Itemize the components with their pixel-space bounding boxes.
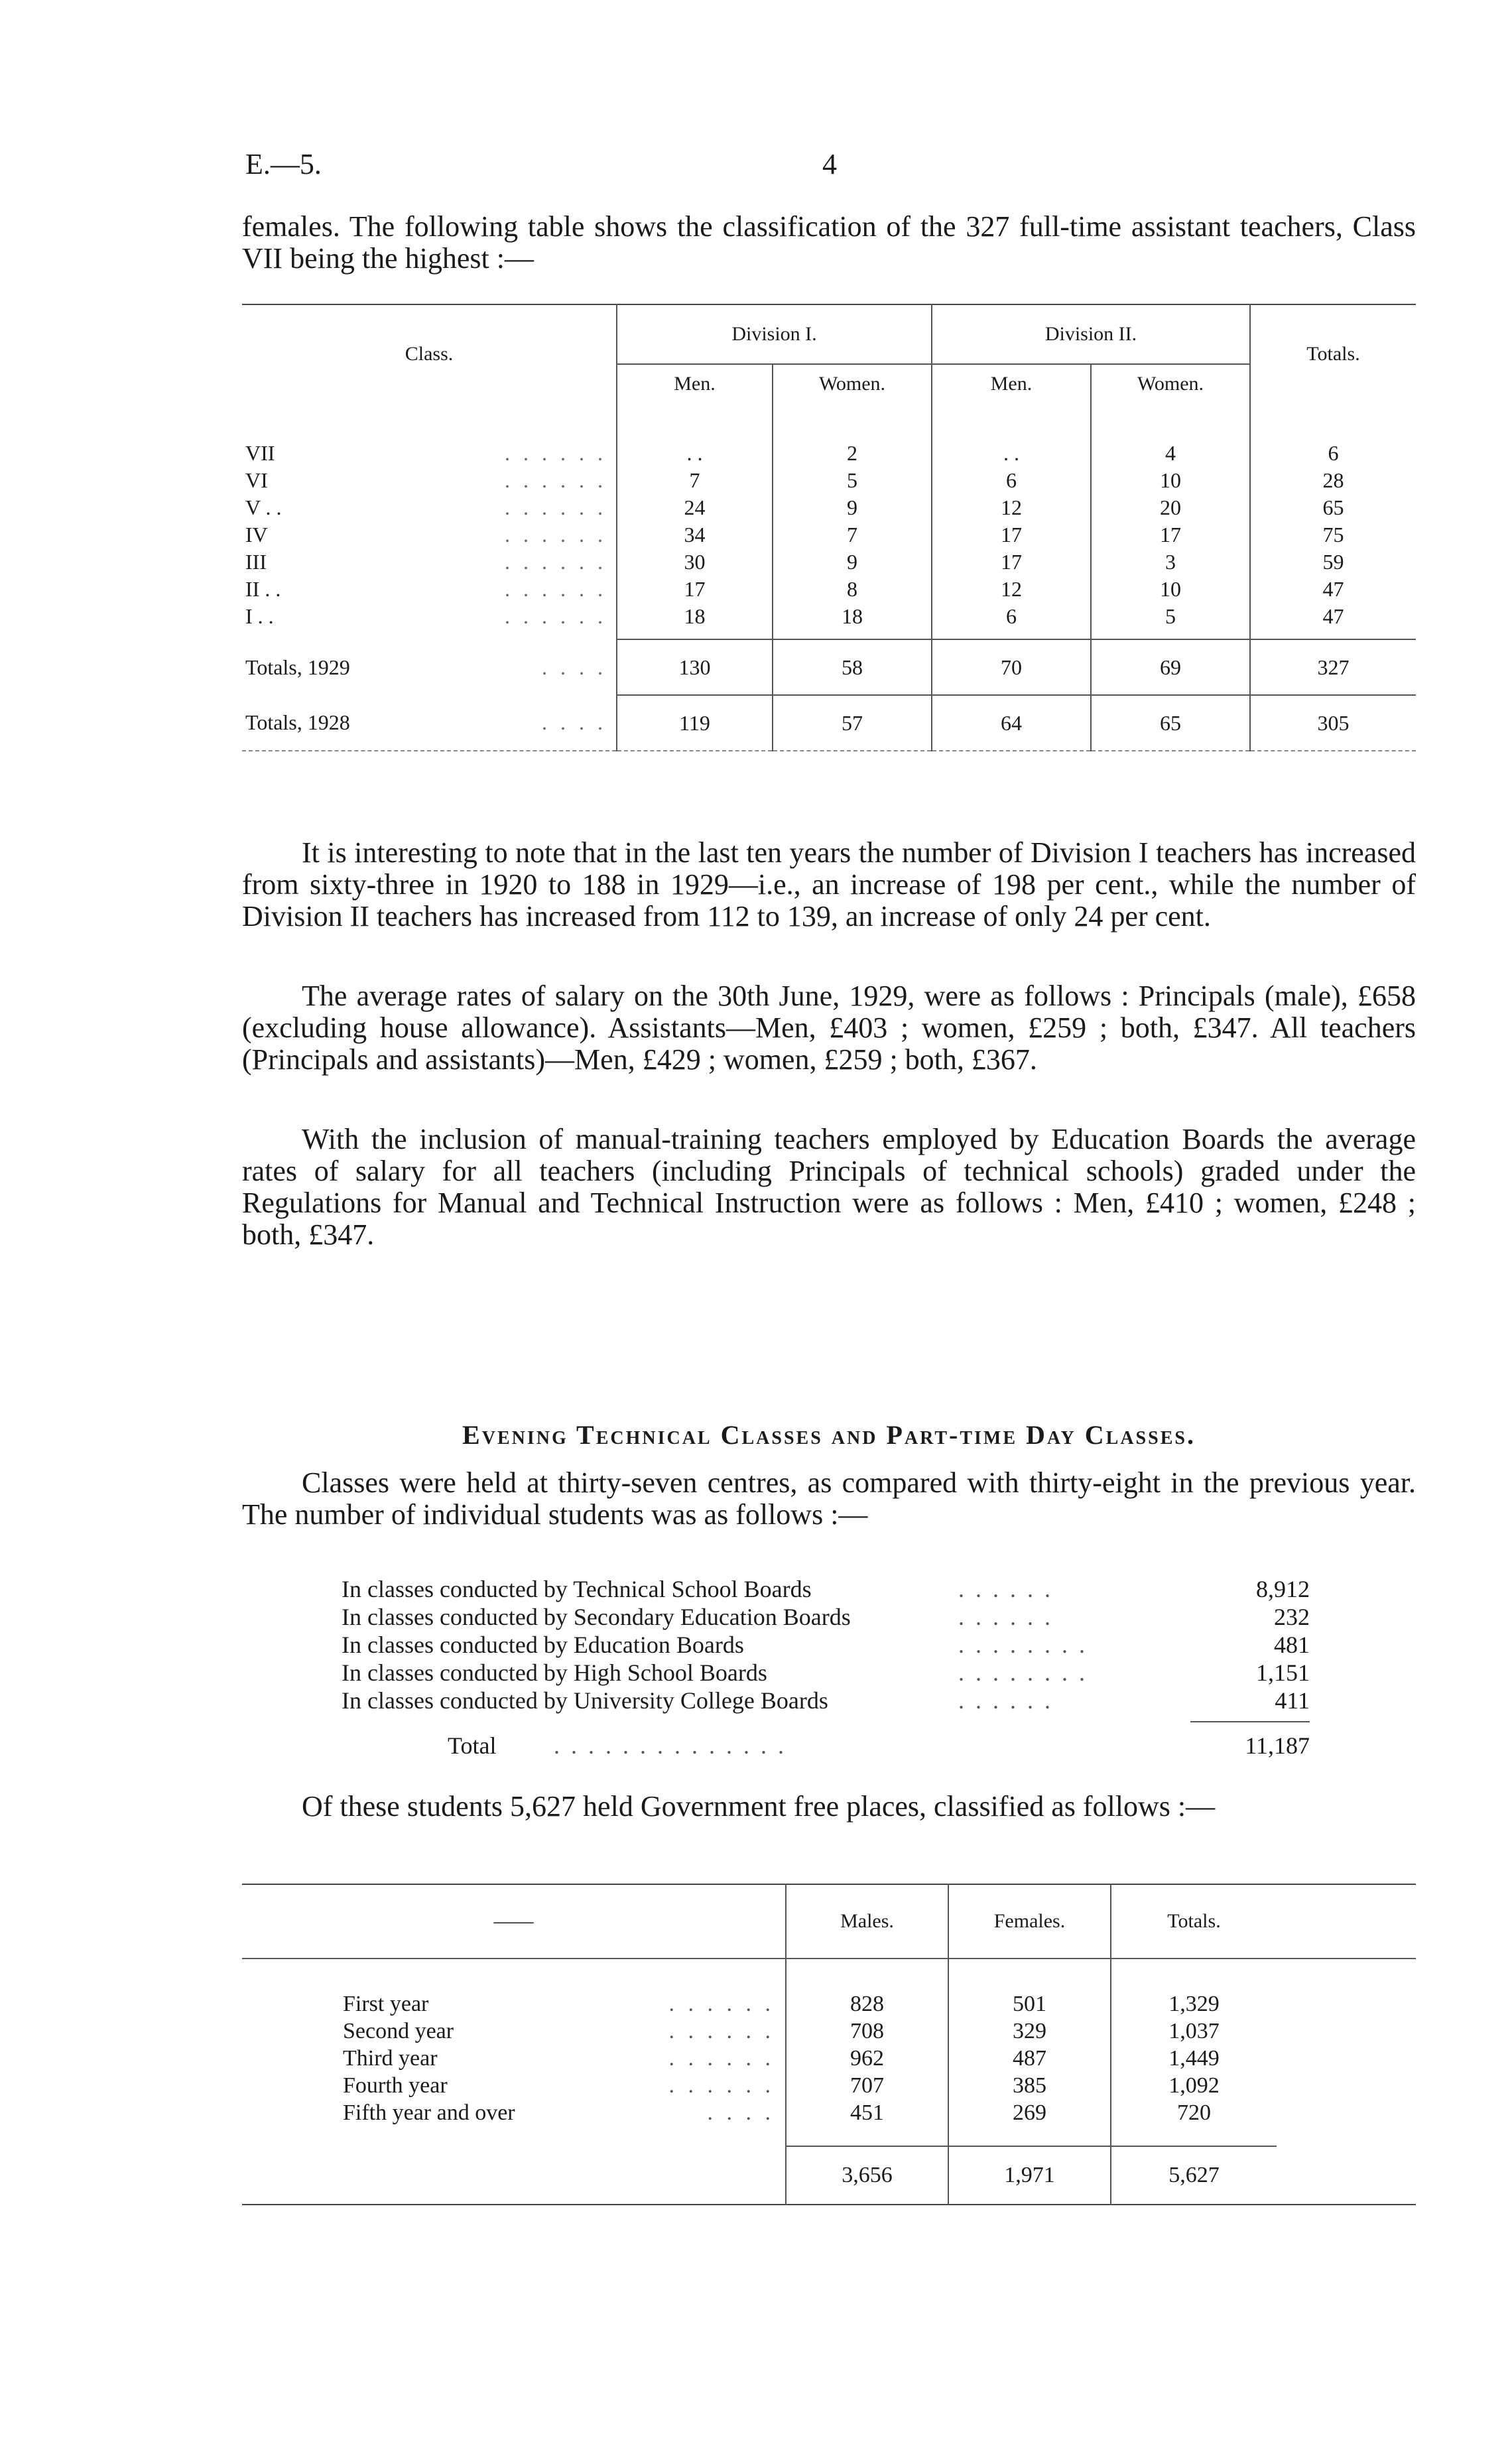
- free-cell-total: 1,092: [1111, 2072, 1277, 2099]
- class-cell-d2-men: 17: [932, 548, 1091, 576]
- paragraph-manual-training: [242, 1124, 1416, 1251]
- class-cell-total: 65: [1250, 494, 1416, 521]
- free-label-cell: [242, 2072, 786, 2099]
- students-row: [342, 1603, 1310, 1631]
- paragraph-manual-training-text: With the inclusion of manual-training teachers employed by Education Boards the average rates of salary for all teachers (including Principals of technical schools) graded under the Regulations for Manual and Technical Instruction were as follows : Men, £410 ; women, £248 ; both, £347.: [242, 1123, 1416, 1251]
- leader-dots: . . . .: [707, 2100, 775, 2125]
- students-row-label: In classes conducted by Technical School Boards: [342, 1576, 812, 1602]
- class-label-cell: [242, 548, 617, 576]
- students-list: [342, 1575, 1310, 1760]
- leader-dots: . . . . . .: [505, 441, 607, 465]
- class-row: [242, 494, 1416, 521]
- paragraph-free-places-text: Of these students 5,627 held Government free places, classified as follows :—: [302, 1790, 1216, 1823]
- leader-dots: . . . . . .: [505, 577, 607, 601]
- col-division2-header: Division II.: [932, 304, 1250, 364]
- class-row: [242, 440, 1416, 467]
- leader-dots: . . . . . .: [668, 2045, 775, 2071]
- class-cell-d2-women: 20: [1091, 494, 1250, 521]
- class-cell-d1-men: 7: [617, 467, 773, 494]
- leader-dots: . . . . . .: [505, 495, 607, 519]
- leader-dots: . . . . . .: [505, 468, 607, 492]
- students-total-label: Total: [448, 1732, 497, 1759]
- free-cell-females: 487: [948, 2045, 1111, 2072]
- free-row: [242, 2072, 1416, 2099]
- totals-cell-d1-men: 119: [617, 695, 773, 751]
- free-places-table: [242, 1884, 1416, 2205]
- free-cell-males: 708: [786, 2018, 948, 2045]
- class-cell-d1-women: 2: [773, 440, 932, 467]
- free-cell-total: 1,329: [1111, 1990, 1277, 2018]
- totals-cell-total: 327: [1250, 639, 1416, 695]
- col-division1-header: Division I.: [617, 304, 932, 364]
- col-blank-header: ——: [242, 1884, 786, 1959]
- students-row: [342, 1575, 1310, 1603]
- class-label-cell: [242, 603, 617, 630]
- leader-dots: . . . . . . . .: [958, 1632, 1088, 1658]
- col-females-header: Females.: [948, 1884, 1111, 1959]
- students-row-label: In classes conducted by University College Boards: [342, 1687, 828, 1714]
- document-code: E.—5.: [245, 148, 322, 180]
- free-row: [242, 1990, 1416, 2018]
- col-div2-men-header: Men.: [932, 364, 1091, 403]
- free-row-label: First year: [343, 1991, 429, 2016]
- class-cell-d2-women: 3: [1091, 548, 1250, 576]
- class-label-cell: [242, 467, 617, 494]
- class-row: [242, 467, 1416, 494]
- totals-cell-d2-women: 65: [1091, 695, 1250, 751]
- class-label: V . .: [245, 495, 282, 519]
- totals-label-cell: [242, 695, 617, 751]
- paragraph-free-places: [242, 1791, 1416, 1823]
- totals-cell-total: 305: [1250, 695, 1416, 751]
- free-cell-females: 501: [948, 1990, 1111, 2018]
- paragraph-salary-rates-text: The average rates of salary on the 30th June, 1929, were as follows : Principals (male), £658 (excluding house allowance). Assistants—Men, £403 ; women, £259 ; both, £347. All teachers (Principals and assistants)—Men, £429 ; women, £259 ; both, £367.: [242, 980, 1416, 1076]
- class-label: VI: [245, 468, 268, 492]
- class-cell-d2-women: 10: [1091, 576, 1250, 603]
- free-cell-males: 451: [786, 2099, 948, 2126]
- leader-dots: . . . . . .: [958, 1604, 1053, 1630]
- students-row: [342, 1687, 1310, 1714]
- leader-dots: . . . . . .: [958, 1687, 1053, 1714]
- paragraph-division-growth: [242, 837, 1416, 933]
- class-totals-row: [242, 695, 1416, 751]
- class-cell-d1-men: . .: [617, 440, 773, 467]
- students-row: [342, 1659, 1310, 1687]
- leader-dots: . . . . . .: [958, 1576, 1053, 1602]
- intro-paragraph: females. The following table shows the classification of the 327 full-time assistant teachers, Class VII being the highest :—: [242, 210, 1416, 275]
- leader-dots: . . . .: [542, 655, 607, 679]
- class-cell-total: 59: [1250, 548, 1416, 576]
- students-row-label: In classes conducted by High School Boards: [342, 1659, 767, 1686]
- class-totals-row: [242, 639, 1416, 695]
- free-row: [242, 2099, 1416, 2126]
- leader-dots: . . . . . .: [505, 523, 607, 547]
- students-total-value: 11,187: [1245, 1732, 1310, 1759]
- free-cell-total: 720: [1111, 2099, 1277, 2126]
- free-cell-males: 828: [786, 1990, 948, 2018]
- free-cell-females: 269: [948, 2099, 1111, 2126]
- class-rows: [242, 440, 1416, 630]
- free-label-cell: [242, 1990, 786, 2018]
- paragraph-centres-text: Classes were held at thirty-seven centres, as compared with thirty-eight in the previous year. The number of individual students was as follows :—: [242, 1466, 1416, 1531]
- class-cell-d1-women: 18: [773, 603, 932, 630]
- class-label-cell: [242, 521, 617, 548]
- totals-cell-d2-men: 64: [932, 695, 1091, 751]
- section-heading: Evening Technical Classes and Part-time Day Classes.: [462, 1420, 1196, 1450]
- class-cell-d1-men: 30: [617, 548, 773, 576]
- free-row-label: Second year: [343, 2018, 454, 2043]
- class-label: III: [245, 550, 267, 574]
- class-label-cell: [242, 440, 617, 467]
- free-row-label: Fifth year and over: [343, 2100, 515, 2125]
- class-row: [242, 521, 1416, 548]
- free-row: [242, 2018, 1416, 2045]
- leader-dots: . . . . . .: [668, 2018, 775, 2043]
- free-total-row: [242, 2146, 1416, 2205]
- free-cell-males: 707: [786, 2072, 948, 2099]
- class-cell-d1-women: 8: [773, 576, 932, 603]
- paragraph-division-growth-text: It is interesting to note that in the last ten years the number of Division I teachers has increased from sixty-three in 1920 to 188 in 1929—i.e., an increase of 198 per cent., while the number of Division II teachers has increased from 112 to 139, an increase of only 24 per cent.: [242, 836, 1416, 933]
- free-row-label: Third year: [343, 2045, 438, 2071]
- leader-dots: . . . . . .: [668, 1991, 775, 2016]
- class-cell-d1-men: 34: [617, 521, 773, 548]
- leader-dots: . . . .: [542, 710, 607, 734]
- class-row: [242, 548, 1416, 576]
- totals-cell-d1-men: 130: [617, 639, 773, 695]
- class-cell-total: 28: [1250, 467, 1416, 494]
- students-row-label: In classes conducted by Secondary Education Boards: [342, 1604, 851, 1630]
- class-cell-d1-women: 7: [773, 521, 932, 548]
- col-div1-men-header: Men.: [617, 364, 773, 403]
- class-cell-total: 6: [1250, 440, 1416, 467]
- free-label-cell: [242, 2018, 786, 2045]
- page-number: 4: [822, 148, 837, 180]
- class-cell-d2-men: 6: [932, 603, 1091, 630]
- students-row: [342, 1631, 1310, 1659]
- col-div1-women-header: Women.: [773, 364, 932, 403]
- totals-cell-d1-women: 57: [773, 695, 932, 751]
- class-label-cell: [242, 576, 617, 603]
- total-rule: [1190, 1721, 1310, 1722]
- free-rows: [242, 1990, 1416, 2126]
- leader-dots: . . . . . . . .: [958, 1659, 1088, 1686]
- col-div2-women-header: Women.: [1091, 364, 1250, 403]
- free-cell-total: 1,449: [1111, 2045, 1277, 2072]
- class-totals: [242, 639, 1416, 751]
- class-row: [242, 603, 1416, 630]
- students-row-value: 8,912: [1256, 1576, 1310, 1602]
- free-cell-females: 329: [948, 2018, 1111, 2045]
- class-label: II . .: [245, 577, 281, 601]
- class-cell-d2-women: 5: [1091, 603, 1250, 630]
- free-cell-males: 962: [786, 2045, 948, 2072]
- col-totals-header: Totals.: [1111, 1884, 1277, 1959]
- free-total-total: 5,627: [1111, 2146, 1277, 2205]
- class-cell-d2-women: 10: [1091, 467, 1250, 494]
- class-label: VII: [245, 441, 275, 465]
- class-label: IV: [245, 523, 268, 547]
- class-cell-d2-men: 6: [932, 467, 1091, 494]
- totals-cell-d1-women: 58: [773, 639, 932, 695]
- class-cell-d2-women: 17: [1091, 521, 1250, 548]
- students-row-value: 411: [1275, 1687, 1310, 1714]
- col-totals-header: Totals.: [1250, 304, 1416, 403]
- free-total-males: 3,656: [786, 2146, 948, 2205]
- class-cell-d2-men: 12: [932, 494, 1091, 521]
- totals-label-cell: [242, 639, 617, 695]
- class-cell-d2-men: . .: [932, 440, 1091, 467]
- classification-table: [242, 304, 1416, 751]
- students-total-row: [342, 1732, 1310, 1760]
- totals-label: Totals, 1929: [245, 655, 350, 679]
- leader-dots: . . . . . .: [505, 550, 607, 574]
- free-label-cell: [242, 2099, 786, 2126]
- class-cell-total: 47: [1250, 603, 1416, 630]
- leader-dots: . . . . . .: [505, 604, 607, 628]
- col-males-header: Males.: [786, 1884, 948, 1959]
- class-label-cell: [242, 494, 617, 521]
- totals-cell-d2-men: 70: [932, 639, 1091, 695]
- students-row-value: 1,151: [1256, 1659, 1310, 1686]
- class-cell-total: 75: [1250, 521, 1416, 548]
- class-cell-d1-women: 9: [773, 494, 932, 521]
- class-cell-d2-men: 17: [932, 521, 1091, 548]
- free-row-label: Fourth year: [343, 2073, 448, 2098]
- free-label-cell: [242, 2045, 786, 2072]
- paragraph-centres: [242, 1467, 1416, 1531]
- free-row: [242, 2045, 1416, 2072]
- free-cell-females: 385: [948, 2072, 1111, 2099]
- free-total-females: 1,971: [948, 2146, 1111, 2205]
- leader-dots: . . . . . .: [668, 2073, 775, 2098]
- page-header: [245, 147, 1413, 187]
- students-row-value: 481: [1274, 1632, 1310, 1658]
- class-cell-d1-women: 5: [773, 467, 932, 494]
- totals-label: Totals, 1928: [245, 710, 350, 734]
- totals-cell-d2-women: 69: [1091, 639, 1250, 695]
- class-cell-d1-men: 24: [617, 494, 773, 521]
- paragraph-salary-rates: [242, 980, 1416, 1076]
- class-cell-d1-women: 9: [773, 548, 932, 576]
- students-total-dots: . . . . . . . . . . . . . .: [554, 1732, 787, 1759]
- students-row-label: In classes conducted by Education Boards: [342, 1632, 744, 1658]
- class-cell-d2-women: 4: [1091, 440, 1250, 467]
- class-cell-d2-men: 12: [932, 576, 1091, 603]
- class-row: [242, 576, 1416, 603]
- students-row-value: 232: [1274, 1604, 1310, 1630]
- class-cell-d1-men: 17: [617, 576, 773, 603]
- col-class-header: Class.: [405, 342, 454, 365]
- class-cell-d1-men: 18: [617, 603, 773, 630]
- class-cell-total: 47: [1250, 576, 1416, 603]
- class-label: I . .: [245, 604, 274, 628]
- free-cell-total: 1,037: [1111, 2018, 1277, 2045]
